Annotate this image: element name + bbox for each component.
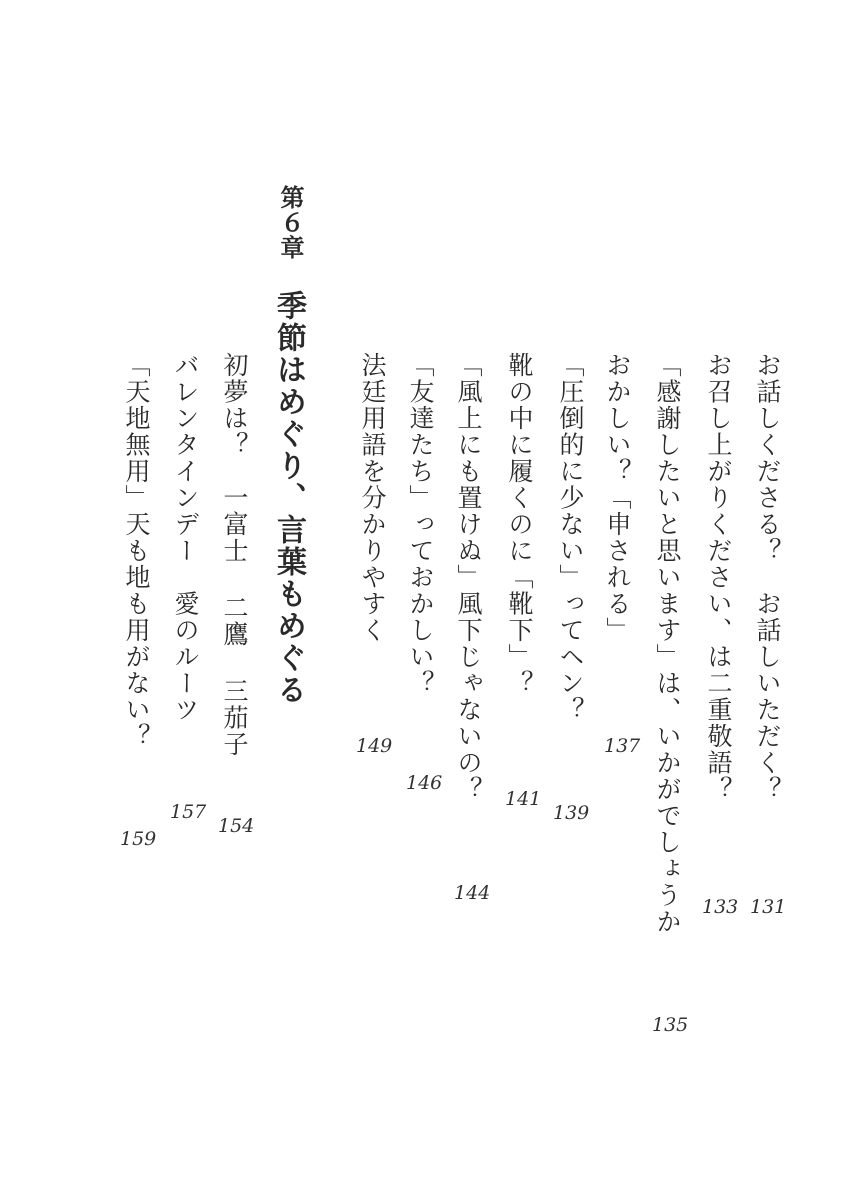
toc-entry-page: 141 bbox=[505, 788, 542, 810]
toc-entry-page: 149 bbox=[356, 735, 393, 757]
toc-entry-title: 「天地無用」天も地も用がない？ bbox=[122, 352, 151, 750]
toc-entry-page: 159 bbox=[120, 828, 157, 850]
toc-entry-title: 「感謝したいと思います」は、いかがでしょうか bbox=[653, 352, 682, 935]
toc-entry-page: 137 bbox=[604, 735, 641, 757]
toc-entry-title: 靴の中に履くのに「靴下」？ bbox=[505, 352, 534, 697]
toc-entry-page: 146 bbox=[406, 772, 443, 794]
toc-entry-page: 157 bbox=[170, 801, 207, 823]
toc-entry-page: 144 bbox=[454, 882, 491, 904]
chapter-label: 第６章 bbox=[276, 185, 304, 260]
toc-entry-title: 「風上にも置けぬ」風下じゃないの？ bbox=[454, 352, 483, 803]
toc-entry-title: 法廷用語を分かりやすく bbox=[358, 352, 387, 644]
toc-entry-page: 154 bbox=[218, 815, 255, 837]
toc-entry-title: お話しくださる？ お話しいただく？ bbox=[753, 352, 782, 803]
chapter-title: 季節はめぐり、言葉もめぐる bbox=[271, 290, 306, 706]
toc-entry-title: お召し上がりください、は二重敬語？ bbox=[704, 352, 733, 803]
toc-entry-page: 131 bbox=[750, 896, 787, 918]
toc-entry-page: 135 bbox=[652, 1014, 689, 1036]
toc-entry-page: 133 bbox=[702, 896, 739, 918]
toc-entry-page: 139 bbox=[553, 802, 590, 824]
toc-entry-title: バレンタインデー 愛のルーツ bbox=[171, 352, 200, 723]
toc-entry-title: 初夢は？ 一富士 二鷹 三茄子 bbox=[220, 352, 249, 758]
toc-entry-title: おかしい？「申される」 bbox=[603, 352, 632, 644]
toc-entry-title: 「友達たち」っておかしい？ bbox=[406, 352, 435, 697]
toc-entry-title: 「圧倒的に少ない」ってヘン？ bbox=[556, 352, 585, 723]
